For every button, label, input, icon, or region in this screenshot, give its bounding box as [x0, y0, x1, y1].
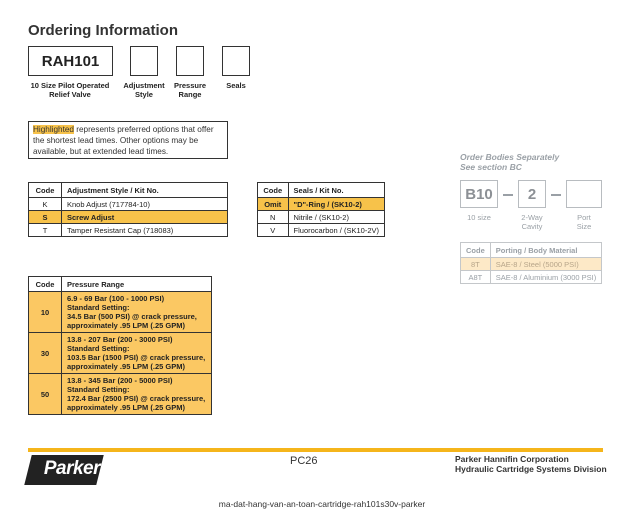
row-desc: SAE-8 / Steel (5000 PSI) — [490, 258, 601, 271]
table-row — [461, 271, 602, 284]
model-code-box: RAH101 — [28, 46, 113, 76]
row-code: T — [29, 224, 62, 237]
row-desc — [62, 292, 212, 333]
adjustment-style-table — [28, 182, 228, 237]
table-header-row — [29, 277, 212, 292]
bodies-heading-line-1: Order Bodies Separately — [460, 152, 560, 162]
table-header-row — [461, 243, 602, 258]
column-header-code: Code — [258, 183, 289, 198]
pressure-range-table — [28, 276, 212, 415]
row-code: A8T — [461, 271, 491, 284]
adjustment-style-label: Adjustment Style — [123, 81, 165, 99]
table-row-preferred — [29, 211, 228, 224]
column-header-adjustment: Adjustment Style / Kit No. — [62, 183, 228, 198]
table-header-row — [29, 183, 228, 198]
column-header-pressure: Pressure Range — [62, 277, 212, 292]
bodies-heading — [460, 152, 559, 172]
body-port-box — [566, 180, 602, 208]
flow-line: approximately .95 LPM (.25 GPM) — [67, 403, 185, 412]
flow-line: approximately .95 LPM (.25 GPM) — [67, 362, 185, 371]
porting-table — [460, 242, 602, 284]
column-header-code: Code — [29, 277, 62, 292]
page-number: PC26 — [290, 455, 318, 467]
row-code: 8T — [461, 258, 491, 271]
body-port-label — [564, 213, 604, 231]
row-desc: "D"-Ring / (SK10-2) — [288, 198, 384, 211]
division-name: Hydraulic Cartridge Systems Division — [455, 464, 607, 474]
row-desc: Fluorocarbon / (SK10-2V) — [288, 224, 384, 237]
row-code: 10 — [29, 292, 62, 333]
flow-line: approximately .95 LPM (.25 GPM) — [67, 321, 185, 330]
seals-table — [257, 182, 385, 237]
column-header-porting: Porting / Body Material — [490, 243, 601, 258]
range-line: 13.8 - 345 Bar (200 - 5000 PSI) — [67, 376, 173, 385]
column-header-code: Code — [461, 243, 491, 258]
seals-label: Seals — [226, 81, 246, 90]
body-cavity-label — [510, 213, 554, 231]
corporation-name: Parker Hannifin Corporation — [455, 454, 569, 464]
parker-logo-text: Parker — [43, 458, 100, 479]
seals-box — [222, 46, 250, 76]
corporation-info — [455, 454, 607, 474]
image-caption: ma-dat-hang-van-an-toan-cartridge-rah101s30v-parker — [218, 499, 426, 509]
range-line: 6.9 - 69 Bar (100 - 1000 PSI) — [67, 294, 165, 303]
port-label-line-2: Size — [576, 222, 592, 231]
model-code-label: 10 Size Pilot Operated Relief Valve — [30, 81, 110, 99]
separator-dash — [551, 194, 561, 196]
setting-line: 103.5 Bar (1500 PSI) @ crack pressure, — [67, 353, 206, 362]
separator-dash — [503, 194, 513, 196]
table-row-preferred — [29, 292, 212, 333]
row-desc: SAE-8 / Aluminium (3000 PSI) — [490, 271, 601, 284]
table-row-preferred — [29, 333, 212, 374]
port-label-line-1: Port — [577, 213, 591, 222]
cavity-label-line-1: 2-Way — [521, 213, 543, 222]
pressure-range-label: Pressure Range — [173, 81, 207, 99]
range-line: 13.8 - 207 Bar (200 - 3000 PSI) — [67, 335, 173, 344]
body-cavity-box: 2 — [518, 180, 546, 208]
row-desc — [62, 333, 212, 374]
table-header-row — [258, 183, 385, 198]
row-desc — [62, 374, 212, 415]
row-code: 50 — [29, 374, 62, 415]
setting-line: 34.5 Bar (500 PSI) @ crack pressure, — [67, 312, 197, 321]
row-code: N — [258, 211, 289, 224]
preferred-options-note — [28, 121, 228, 159]
adjustment-style-box — [130, 46, 158, 76]
table-row-preferred — [258, 198, 385, 211]
note-text: represents preferred options that offer the shortest lead times. Other options may be available, but at extended lead times. — [33, 125, 214, 156]
row-desc: Nitrile / (SK10-2) — [288, 211, 384, 224]
setting-label: Standard Setting: — [67, 385, 130, 394]
row-code: S — [29, 211, 62, 224]
bodies-heading-line-2: See section BC — [460, 162, 522, 172]
footer-rule — [28, 448, 603, 452]
setting-label: Standard Setting: — [67, 344, 130, 353]
row-code: V — [258, 224, 289, 237]
setting-label: Standard Setting: — [67, 303, 130, 312]
column-header-code: Code — [29, 183, 62, 198]
column-header-seals: Seals / Kit No. — [288, 183, 384, 198]
cavity-label-line-2: Cavity — [521, 222, 543, 231]
table-row-preferred — [461, 258, 602, 271]
table-row — [258, 224, 385, 237]
table-row — [258, 211, 385, 224]
table-row — [29, 224, 228, 237]
row-desc: Screw Adjust — [62, 211, 228, 224]
body-size-box: B10 — [460, 180, 498, 208]
highlighted-word: Highlighted — [33, 125, 74, 134]
body-size-label: 10 size — [467, 213, 491, 222]
setting-line: 172.4 Bar (2500 PSI) @ crack pressure, — [67, 394, 206, 403]
row-code: K — [29, 198, 62, 211]
table-row — [29, 198, 228, 211]
row-code: 30 — [29, 333, 62, 374]
table-row-preferred — [29, 374, 212, 415]
pressure-range-box — [176, 46, 204, 76]
row-desc: Tamper Resistant Cap (718083) — [62, 224, 228, 237]
row-code: Omit — [258, 198, 289, 211]
row-desc: Knob Adjust (717784-10) — [62, 198, 228, 211]
page-title: Ordering Information — [28, 22, 178, 39]
